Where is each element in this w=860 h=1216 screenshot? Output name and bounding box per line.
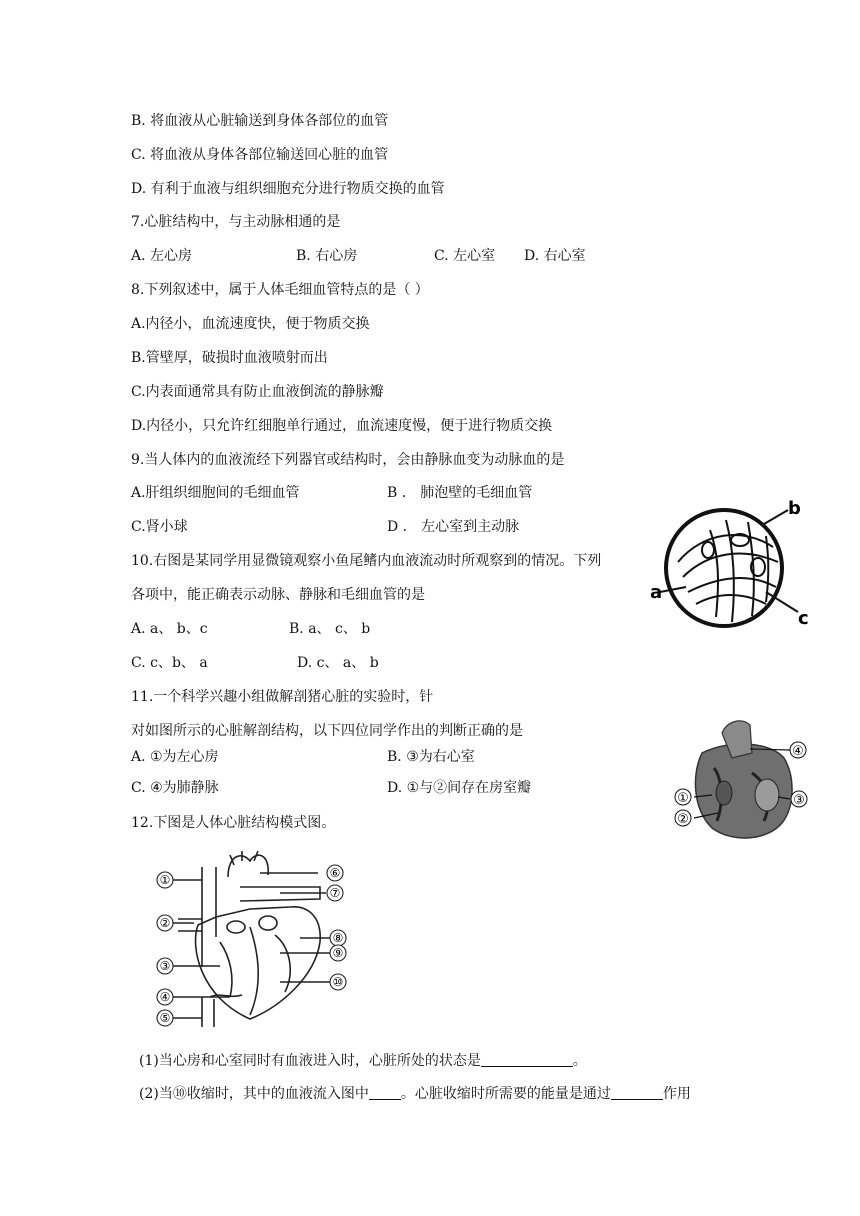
q6-option-d: D. 有利于血液与组织细胞充分进行物质交换的血管 — [131, 181, 445, 197]
q9-option-b: B ． 肺泡壁的毛细血管 — [387, 485, 533, 501]
q12-sub1-end: 。 — [572, 1053, 587, 1069]
q12-sub2-end-text: 作用 — [662, 1086, 691, 1102]
q7-option-d: D. 右心室 — [524, 248, 586, 264]
q12-stem: 12.下图是人体心脏结构模式图。 — [131, 815, 336, 831]
q12-label-10: ⑩ — [332, 975, 344, 989]
q11-stem-line1: 11.一个科学兴趣小组做解剖猪心脏的实验时，针 — [131, 689, 434, 705]
q12-label-2: ② — [159, 916, 171, 930]
q6-option-b: B. 将血液从心脏输送到身体各部位的血管 — [131, 113, 389, 129]
q11-label-1: ① — [677, 791, 689, 806]
q10-stem-line1: 10.右图是某同学用显微镜观察小鱼尾鳍内血液流动时所观察到的情况。下列 — [131, 553, 602, 569]
q8-stem: 8.下列叙述中，属于人体毛细血管特点的是（ ） — [131, 282, 429, 298]
q10-label-a: a — [650, 582, 663, 603]
q12-sub2-answer-blank-2[interactable] — [611, 1085, 663, 1100]
q11-option-b: B. ③为右心室 — [387, 749, 475, 765]
q8-option-b: B.管壁厚，破损时血液喷射而出 — [131, 350, 328, 366]
q12-label-6: ⑥ — [329, 866, 341, 880]
q12-sub1-text: (1)当心房和心室同时有血液进入时，心脏所处的状态是 — [139, 1053, 481, 1069]
q11-stem-line2: 对如图所示的心脏解剖结构，以下四位同学作出的判断正确的是 — [131, 723, 523, 739]
q10-microscope-figure — [648, 492, 818, 637]
q11-option-c: C. ④为肺静脉 — [131, 780, 219, 796]
q9-option-c: C.肾小球 — [131, 519, 188, 535]
q9-option-d: D ． 左心室到主动脉 — [387, 519, 520, 535]
q12-label-3: ③ — [159, 959, 171, 973]
q10-stem-line2: 各项中，能正确表示动脉、静脉和毛细血管的是 — [131, 587, 425, 603]
q9-stem: 9.当人体内的血液流经下列器官或结构时，会由静脉血变为动脉血的是 — [131, 452, 565, 468]
q10-option-b: B. a、 c、 b — [289, 621, 371, 637]
q12-subquestion-1 — [139, 1051, 587, 1071]
q7-option-b: B. 右心房 — [296, 248, 358, 264]
q8-option-a: A.内径小，血流速度快，便于物质交换 — [131, 316, 370, 332]
q12-sub2-text: (2)当⑩收缩时，其中的血液流入图中 — [139, 1086, 369, 1102]
q11-option-a: A. ①为左心房 — [131, 749, 219, 765]
q12-heart-diagram — [150, 847, 360, 1029]
q7-stem: 7.心脏结构中，与主动脉相通的是 — [131, 214, 341, 230]
q11-label-2: ② — [677, 812, 689, 827]
q10-label-b: b — [788, 498, 801, 519]
q12-sub2-mid-text: 。心脏收缩时所需要的能量是通过 — [400, 1086, 611, 1102]
q8-option-d: D.内径小，只允许红细胞单行通过，血流速度慢，便于进行物质交换 — [131, 418, 553, 434]
q12-sub1-answer-blank[interactable] — [481, 1052, 573, 1067]
q12-label-7: ⑦ — [329, 886, 341, 900]
q12-label-1: ① — [159, 873, 171, 887]
q11-label-3: ③ — [793, 793, 805, 808]
q8-option-c: C.内表面通常具有防止血液倒流的静脉瓣 — [131, 384, 384, 400]
q12-label-5: ⑤ — [159, 1011, 171, 1025]
q11-label-4: ④ — [792, 744, 804, 759]
q7-option-c: C. 左心室 — [434, 248, 496, 264]
q12-sub2-answer-blank-1[interactable] — [369, 1085, 401, 1100]
q11-heart-photo — [672, 713, 822, 845]
q10-option-c: C. c、b、 a — [131, 655, 208, 671]
q6-option-c: C. 将血液从身体各部位输送回心脏的血管 — [131, 147, 389, 163]
q10-option-a: A. a、 b、c — [131, 621, 208, 637]
q10-label-c: c — [798, 608, 809, 629]
q12-label-8: ⑧ — [332, 931, 344, 945]
q7-option-a: A. 左心房 — [131, 248, 193, 264]
q12-label-4: ④ — [159, 990, 171, 1004]
q9-option-a: A.肝组织细胞间的毛细血管 — [131, 485, 300, 501]
q12-label-9: ⑨ — [332, 946, 344, 960]
q11-option-d: D. ①与②间存在房室瓣 — [387, 780, 532, 796]
q10-option-d: D. c、 a、 b — [297, 655, 379, 671]
q12-subquestion-2 — [139, 1084, 691, 1104]
